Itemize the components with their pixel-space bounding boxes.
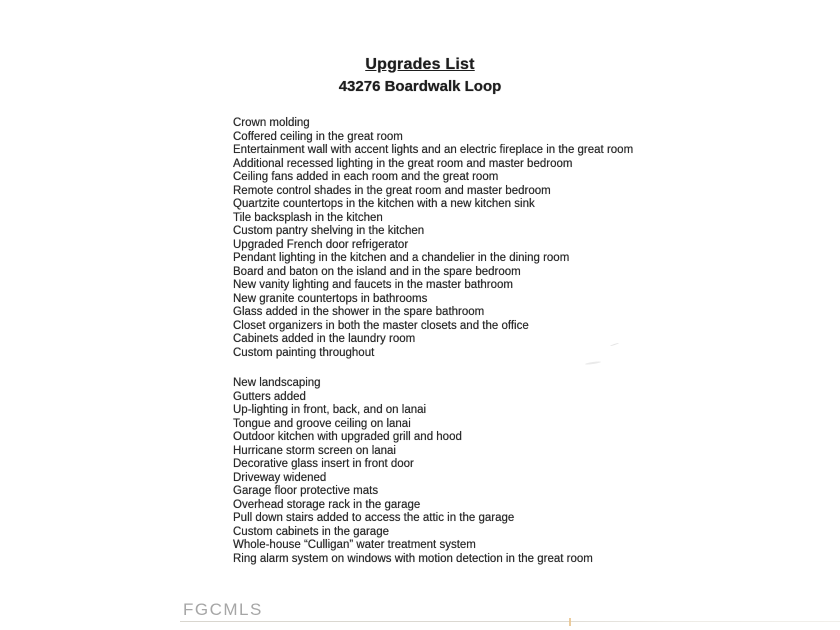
upgrade-item: Ceiling fans added in each room and the great room (233, 171, 499, 183)
upgrade-item: Driveway widened (233, 471, 327, 484)
upgrade-item: New vanity lighting and faucets in the master bathroom (233, 279, 513, 291)
mls-watermark: FGCMLS (183, 600, 263, 619)
upgrade-item: Custom painting throughout (233, 346, 375, 359)
upgrade-item: Overhead storage rack in the garage (233, 498, 421, 511)
upgrade-item: Crown molding (233, 117, 310, 129)
upgrade-item: Outdoor kitchen with upgraded grill and hood (233, 431, 462, 443)
upgrade-item: Quartzite countertops in the kitchen with a new kitchen sink (233, 198, 535, 210)
upgrade-item: Glass added in the shower in the spare bathroom (233, 306, 485, 318)
upgrade-item: Entertainment wall with accent lights and an electric fireplace in the great room (233, 144, 634, 156)
footer-divider (180, 621, 840, 622)
upgrade-item: Remote control shades in the great room and master bedroom (233, 184, 551, 197)
upgrade-item: Tongue and groove ceiling on lanai (233, 417, 411, 430)
footer-tick-mark (569, 618, 571, 626)
upgrade-item: Closet organizers in both the master closets and the office (233, 319, 529, 332)
upgrade-item: Board and baton on the island and in the spare bedroom (233, 265, 521, 278)
upgrade-item: Decorative glass insert in front door (233, 458, 414, 470)
upgrade-item: Whole-house “Culligan” water treatment system (233, 539, 476, 551)
upgrade-item: Garage floor protective mats (233, 485, 379, 497)
exterior-upgrades-list (233, 377, 793, 566)
upgrade-item: Upgraded French door refrigerator (233, 238, 409, 251)
upgrade-item: Gutters added (233, 390, 306, 403)
upgrade-item: Hurricane storm screen on lanai (233, 444, 396, 457)
upgrade-item: Additional recessed lighting in the great room and master bedroom (233, 157, 573, 170)
upgrade-item: Custom pantry shelving in the kitchen (233, 225, 425, 237)
upgrade-item: Coffered ceiling in the great room (233, 130, 403, 143)
upgrade-item: New granite countertops in bathrooms (233, 292, 428, 305)
upgrade-item: Up-lighting in front, back, and on lanai (233, 404, 427, 416)
upgrade-item: Tile backsplash in the kitchen (233, 211, 383, 224)
page-title: Upgrades List (365, 56, 475, 73)
upgrade-item: Custom cabinets in the garage (233, 525, 389, 538)
upgrade-item: Pendant lighting in the kitchen and a chandelier in the dining room (233, 252, 570, 264)
upgrade-item: New landscaping (233, 377, 321, 389)
document-header (0, 55, 840, 96)
upgrade-item: Cabinets added in the laundry room (233, 333, 416, 345)
interior-upgrades-list (233, 117, 793, 360)
scan-artifact (585, 361, 601, 365)
upgrade-item: Ring alarm system on windows with motion detection in the great room (233, 552, 593, 565)
upgrade-item: Pull down stairs added to access the attic in the garage (233, 512, 515, 524)
property-address: 43276 Boardwalk Loop (338, 78, 502, 95)
